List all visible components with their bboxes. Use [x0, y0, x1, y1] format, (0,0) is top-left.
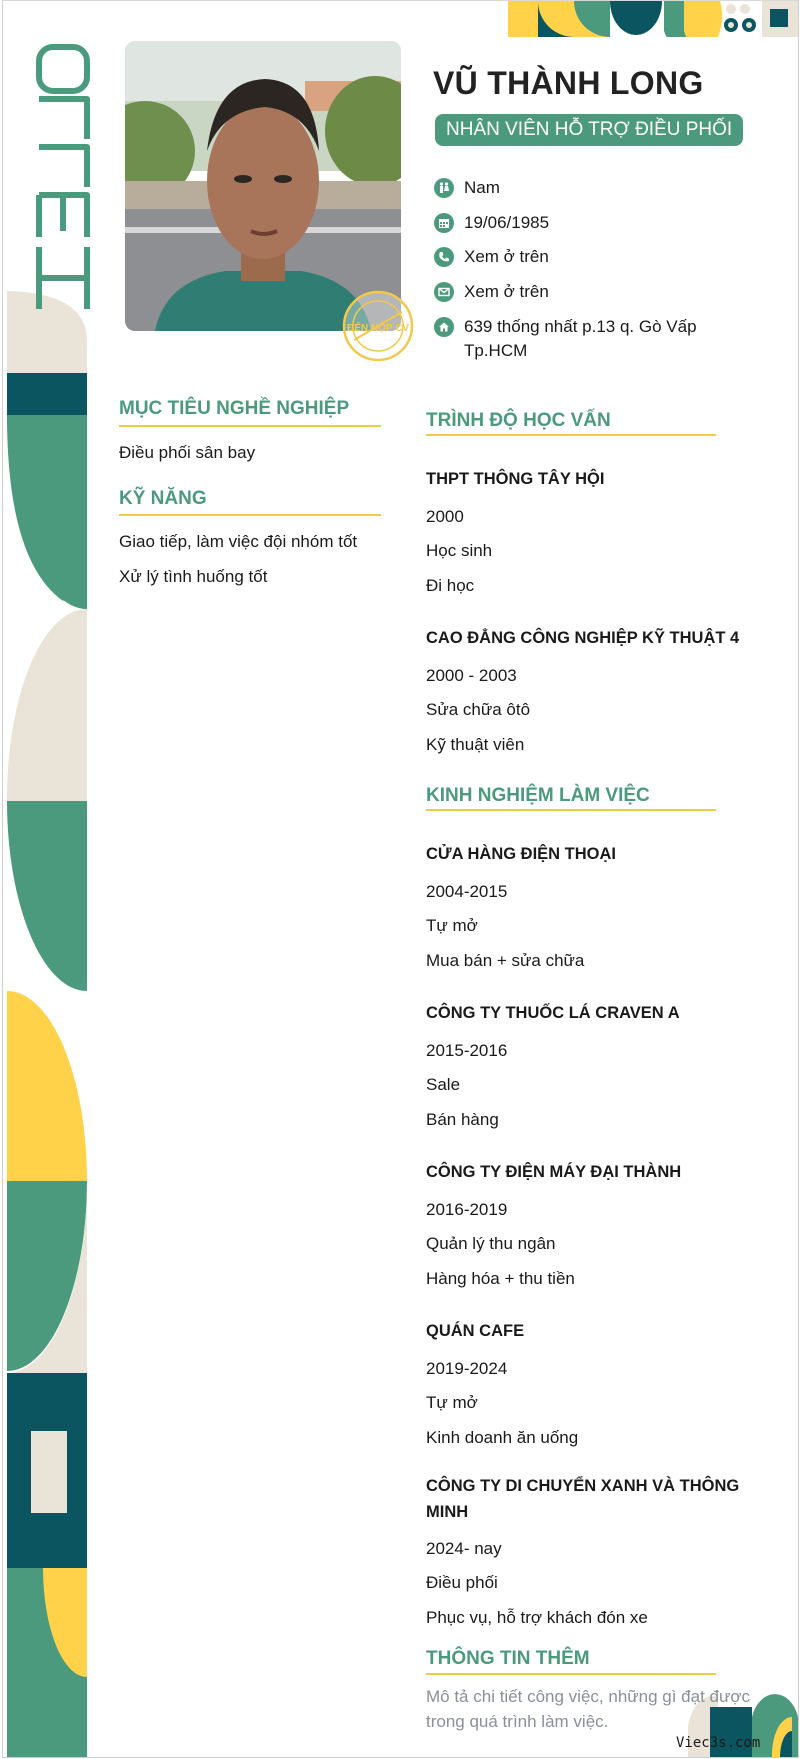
experience-role: Sale	[426, 1075, 461, 1094]
experience-time: 2024- nay	[426, 1539, 502, 1558]
experience-time: 2015-2016	[426, 1041, 508, 1060]
contact-birthday-text: 19/06/1985	[464, 213, 550, 232]
education-school: THPT THÔNG TÂY HỘI	[426, 470, 605, 488]
experience-desc: Bán hàng	[426, 1110, 499, 1129]
experience-role: Tự mở	[426, 1393, 478, 1412]
contact-gender-text: Nam	[464, 178, 500, 197]
contact-email	[434, 280, 764, 304]
skills-title: KỸ NĂNG	[119, 488, 207, 509]
contact-phone-text: Xem ở trên	[464, 247, 549, 266]
extra-info-line1: Mô tả chi tiết công việc, những gì đạt được	[426, 1687, 751, 1706]
education-desc: Kỹ thuật viên	[426, 735, 525, 754]
experience-time: 2016-2019	[426, 1200, 508, 1219]
contact-address-line1: 639 thống nhất p.13 q. Gò Vấp	[464, 317, 697, 336]
contact-gender	[434, 176, 764, 200]
experience-company: CÔNG TY ĐIỆN MÁY ĐẠI THÀNH	[426, 1163, 682, 1181]
experience-desc: Phục vụ, hỗ trợ khách đón xe	[426, 1608, 648, 1627]
site-watermark: Viec3s.com	[676, 1735, 761, 1751]
skill-item: Xử lý tình huống tốt	[119, 567, 268, 586]
stamp-text: ĐẾN NỘP CV	[346, 323, 410, 334]
received-stamp	[340, 288, 416, 364]
experience-company-line2: MINH	[426, 1503, 469, 1521]
experience-role: Quản lý thu ngân	[426, 1234, 556, 1253]
extra-info-line2: trong quá trình làm việc.	[426, 1712, 609, 1731]
education-school: CAO ĐẲNG CÔNG NGHIỆP KỸ THUẬT 4	[426, 629, 740, 647]
phone-icon	[434, 247, 454, 267]
skill-item: Giao tiếp, làm việc đội nhóm tốt	[119, 532, 358, 551]
extra-info-divider	[426, 1673, 716, 1675]
experience-role: Tự mở	[426, 916, 478, 935]
experience-role: Điều phối	[426, 1573, 498, 1592]
experience-time: 2004-2015	[426, 882, 508, 901]
experience-company: QUÁN CAFE	[426, 1322, 525, 1340]
education-time: 2000	[426, 507, 464, 526]
education-title: TRÌNH ĐỘ HỌC VẤN	[426, 410, 611, 431]
objective-title: MỤC TIÊU NGHỀ NGHIỆP	[119, 398, 350, 419]
objective-text: Điều phối sân bay	[119, 443, 256, 462]
contact-address-line2: Tp.HCM	[464, 341, 528, 360]
experience-desc: Mua bán + sửa chữa	[426, 951, 585, 970]
education-time: 2000 - 2003	[426, 666, 517, 685]
contact-birthday	[434, 211, 764, 235]
position-badge: NHÂN VIÊN HỖ TRỢ ĐIỀU PHỐI	[435, 114, 743, 146]
candidate-name: VŨ THÀNH LONG	[433, 65, 704, 101]
extra-info-title: THÔNG TIN THÊM	[426, 1648, 590, 1669]
contact-phone	[434, 245, 764, 269]
experience-time: 2019-2024	[426, 1359, 508, 1378]
experience-company: CÔNG TY THUỐC LÁ CRAVEN A	[426, 1004, 680, 1022]
home-icon	[434, 317, 454, 337]
education-divider	[426, 434, 716, 436]
gender-icon	[434, 178, 454, 198]
calendar-icon	[434, 213, 454, 233]
education-desc: Đi học	[426, 576, 475, 595]
skills-divider	[119, 514, 381, 516]
hello-text-decoration	[33, 41, 93, 311]
resume-page	[2, 0, 799, 1758]
experience-company: CỬA HÀNG ĐIỆN THOẠI	[426, 845, 616, 863]
contact-address	[434, 315, 764, 363]
top-right-decoration	[508, 1, 798, 37]
experience-company: CÔNG TY DI CHUYỂN XANH VÀ THÔNG	[426, 1477, 740, 1495]
contact-email-text: Xem ở trên	[464, 282, 549, 301]
experience-desc: Hàng hóa + thu tiền	[426, 1269, 575, 1288]
experience-title: KINH NGHIỆM LÀM VIỆC	[426, 785, 650, 806]
experience-desc: Kinh doanh ăn uống	[426, 1428, 579, 1447]
education-major: Sửa chữa ôtô	[426, 700, 531, 719]
objective-divider	[119, 425, 381, 427]
education-major: Học sinh	[426, 541, 493, 560]
email-icon	[434, 282, 454, 302]
experience-divider	[426, 809, 716, 811]
